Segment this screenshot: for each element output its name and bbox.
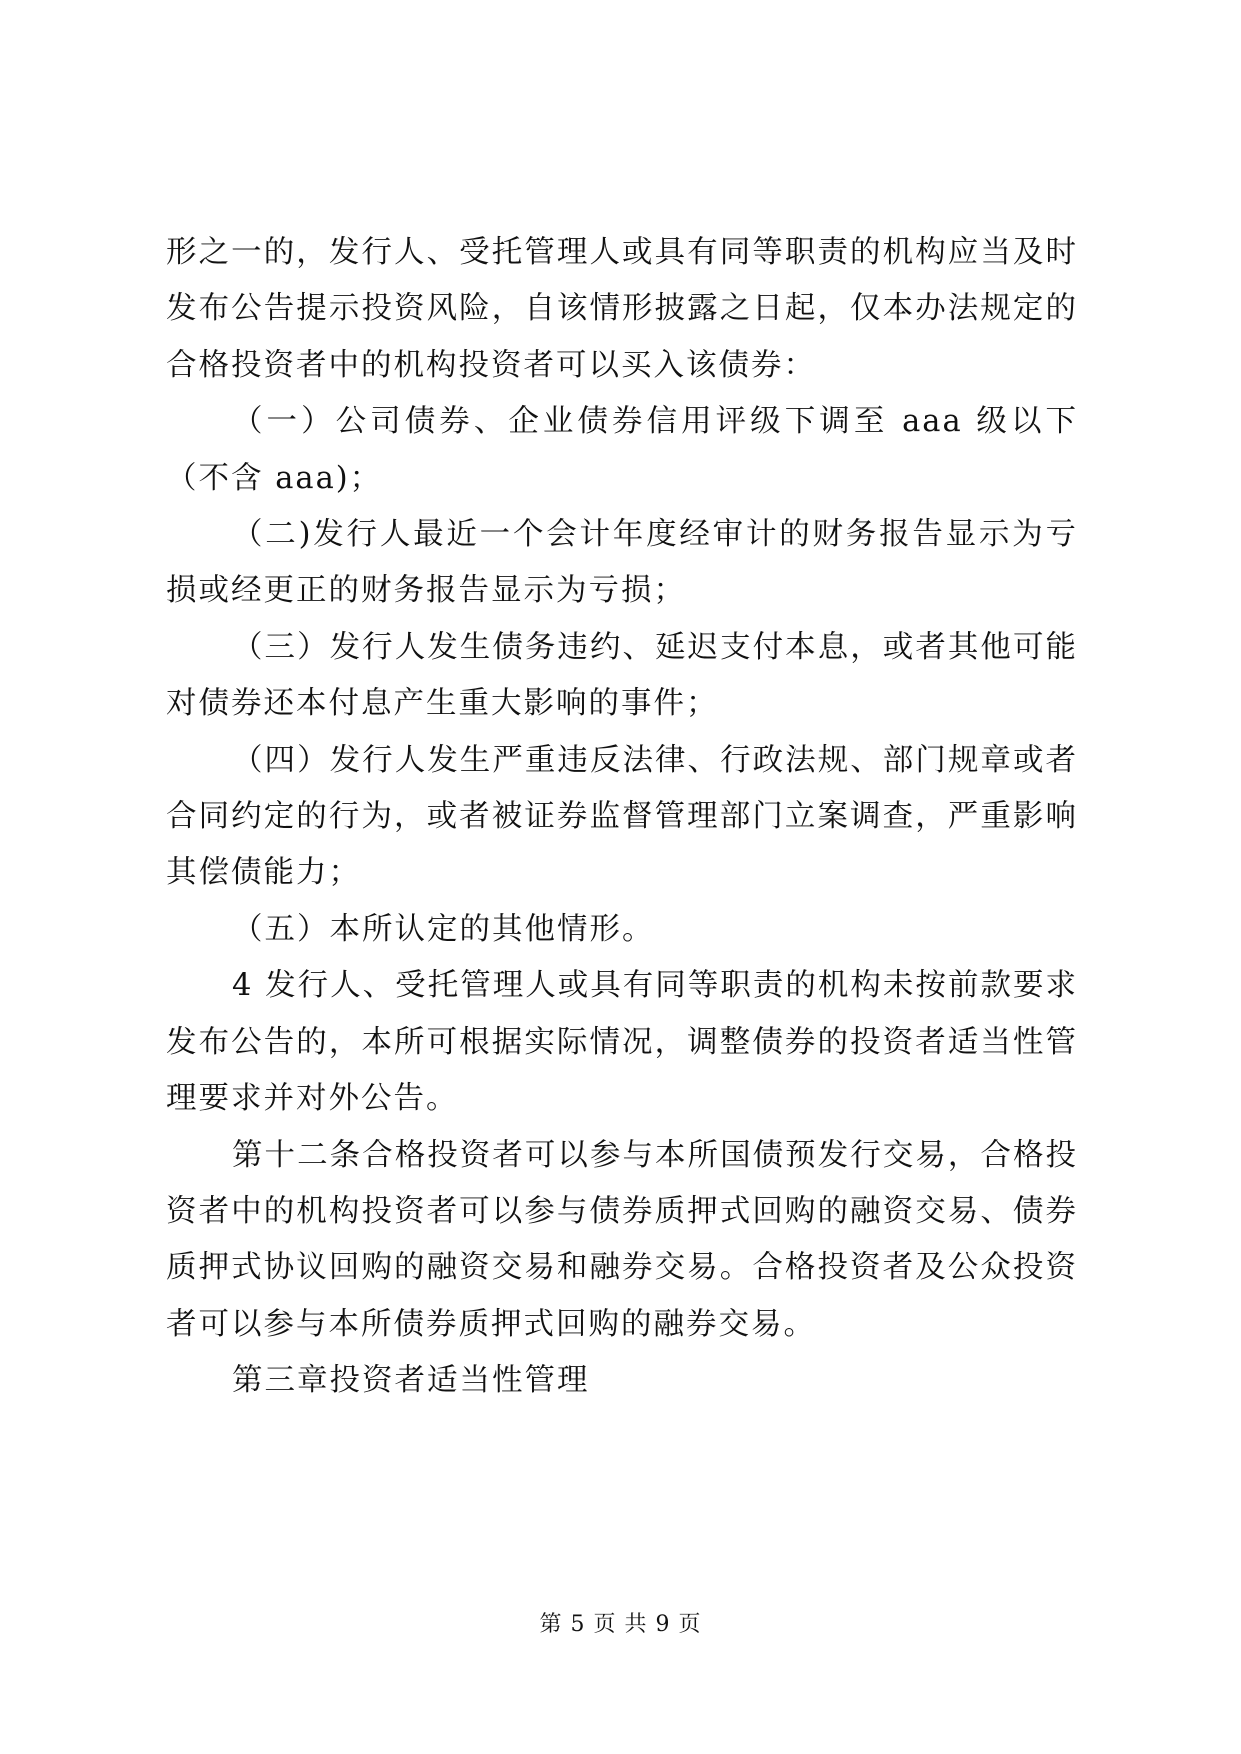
paragraph-clause-4: 4 发行人、受托管理人或具有同等职责的机构未按前款要求发布公告的，本所可根据实际情况，调整债券的投资者适当性管理要求并对外公告。 — [166, 968, 1078, 1117]
page-footer — [0, 1610, 1241, 1640]
page-number-label: 第 5 页 共 9 页 — [539, 1612, 702, 1637]
paragraph-continuation: 形之一的，发行人、受托管理人或具有同等职责的机构应当及时发布公告提示投资风险，自该情形披露之日起，仅本办法规定的合格投资者中的机构投资者可以买入该债券： — [166, 235, 1078, 383]
paragraph-item-5: （五）本所认定的其他情形。 — [232, 911, 655, 947]
document-body — [166, 225, 1078, 1410]
paragraph-article-12: 第十二条合格投资者可以参与本所国债预发行交易，合格投资者中的机构投资者可以参与债券质押式回购的融资交易、债券质押式协议回购的融资交易和融券交易。合格投资者及公众投资者可以参与本所债券质押式回购的融券交易。 — [166, 1137, 1078, 1342]
paragraph-item-4: （四）发行人发生严重违反法律、行政法规、部门规章或者合同约定的行为，或者被证券监督管理部门立案调查，严重影响其偿债能力； — [166, 742, 1078, 891]
paragraph-item-1: （一）公司债券、企业债券信用评级下调至 aaa 级以下（不含 aaa)； — [166, 404, 1078, 496]
paragraph-item-2: （二)发行人最近一个会计年度经审计的财务报告显示为亏损或经更正的财务报告显示为亏损； — [166, 517, 1078, 609]
paragraph-item-3: （三）发行人发生债务违约、延迟支付本息，或者其他可能对债券还本付息产生重大影响的事件； — [166, 629, 1078, 722]
chapter-heading: 第三章投资者适当性管理 — [232, 1363, 590, 1399]
